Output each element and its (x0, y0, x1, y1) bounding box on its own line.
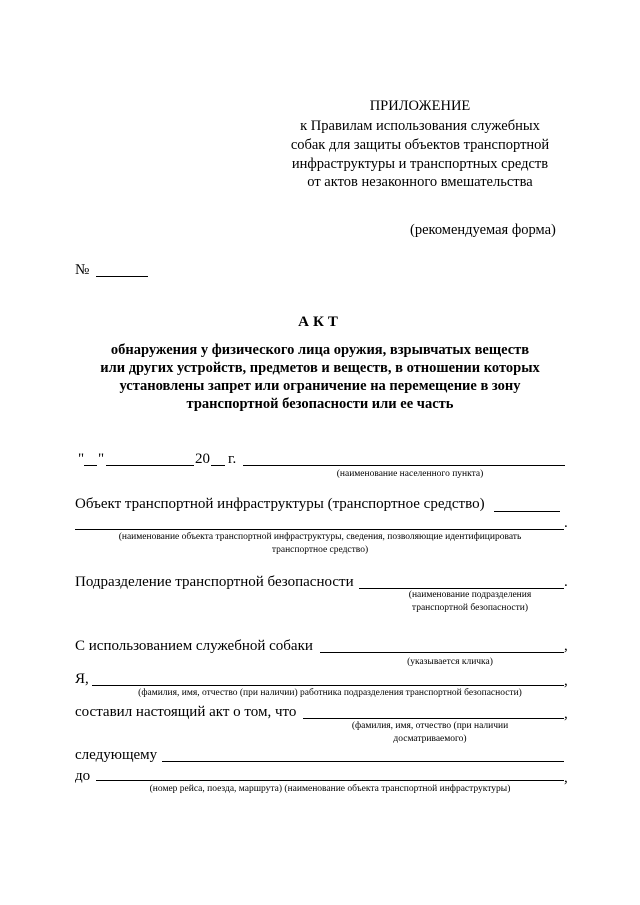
object-hint-line1: (наименование объекта транспортной инфраструктуры, сведения, позволяющие идентифицировать (118, 532, 522, 542)
inspected-hint-line2: досматриваемого) (393, 734, 467, 744)
object-end: . (564, 515, 568, 531)
date-year-suffix: г. (228, 451, 237, 467)
division-end: . (564, 574, 568, 590)
route-field[interactable] (96, 780, 564, 781)
division-field[interactable] (359, 588, 564, 589)
dog-label: С использованием служебной собаки (75, 638, 313, 654)
employee-name-field[interactable] (92, 685, 564, 686)
date-month-field[interactable] (106, 465, 194, 466)
dog-name-field[interactable] (320, 652, 564, 653)
me-end: , (564, 673, 568, 689)
division-label: Подразделение транспортной безопасности (75, 574, 354, 590)
appendix-line: инфраструктуры и транспортных средств (291, 156, 549, 172)
place-field[interactable] (243, 465, 565, 466)
act-subtitle-line: или других устройств, предметов и веществ, в отношении которых (100, 360, 540, 376)
object-label: Объект транспортной инфраструктуры (транспортное средство) (75, 496, 485, 512)
object-field-1[interactable] (494, 511, 560, 512)
dog-end: , (564, 638, 568, 654)
date-day-field[interactable] (84, 465, 97, 466)
act-subtitle-line: транспортной безопасности или ее часть (186, 396, 454, 412)
place-hint: (наименование населенного пункта) (336, 469, 484, 479)
to-end: , (564, 770, 568, 786)
dog-hint: (указывается кличка) (407, 657, 493, 667)
appendix-title: ПРИЛОЖЕНИЕ (369, 98, 471, 114)
date-quote-open: " (78, 451, 85, 467)
division-hint-line2: транспортной безопасности) (411, 603, 529, 613)
object-field-2[interactable] (75, 529, 564, 530)
division-hint-line1: (наименование подразделения (408, 590, 532, 600)
date-quote-close: " (98, 451, 105, 467)
to-label: до (75, 768, 91, 784)
act-subtitle-line: установлены запрет или ограничение на перемещение в зону (119, 378, 521, 394)
date-year-prefix: 20 (195, 451, 210, 467)
act-subtitle-line: обнаружения у физического лица оружия, взрывчатых веществ (110, 342, 530, 358)
object-hint-line2: транспортное средство) (271, 545, 369, 555)
appendix-line: к Правилам использования служебных (300, 118, 540, 134)
composed-end: , (564, 706, 568, 722)
act-title: АКТ (298, 314, 342, 330)
employee-hint: (фамилия, имя, отчество (при наличии) работника подразделения транспортной безопасности) (138, 688, 522, 698)
number-label: № (75, 262, 90, 278)
appendix-line: собак для защиты объектов транспортной (290, 137, 550, 153)
composed-label: составил настоящий акт о том, что (75, 704, 297, 720)
me-label: Я, (75, 671, 89, 687)
route-hint: (номер рейса, поезда, маршрута) (наименование объекта транспортной инфраструктуры) (149, 784, 511, 794)
following-field[interactable] (162, 761, 564, 762)
inspected-person-field[interactable] (303, 718, 564, 719)
date-year-field[interactable] (211, 465, 225, 466)
recommended-form-note: (рекомендуемая форма) (410, 222, 556, 238)
inspected-hint-line1: (фамилия, имя, отчество (при наличии (351, 721, 509, 731)
number-field[interactable] (96, 276, 148, 277)
following-label: следующему (75, 747, 158, 763)
appendix-line: от актов незаконного вмешательства (307, 174, 533, 190)
